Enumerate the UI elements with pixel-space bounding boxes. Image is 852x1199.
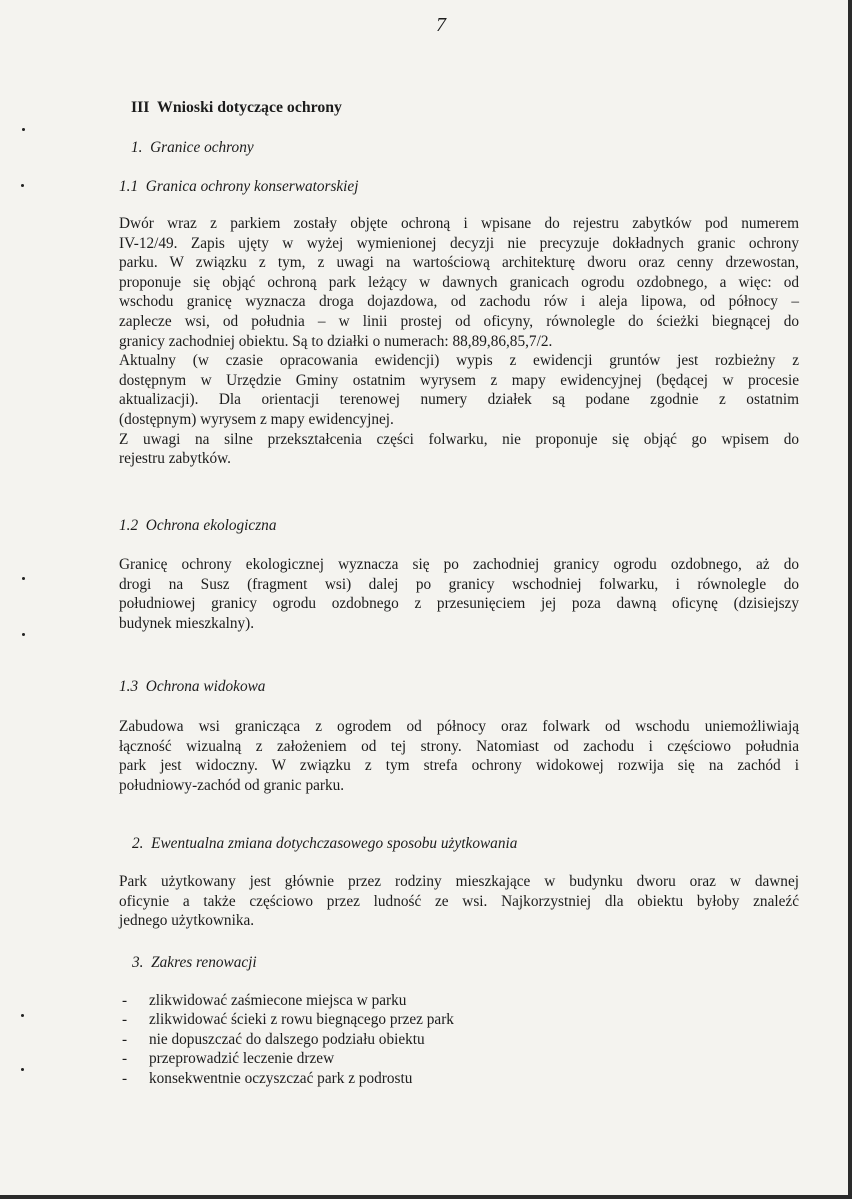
list-item-text: konsekwentnie oczyszczać park z podrostu	[149, 1069, 413, 1087]
text-line: dostępnym w Urzędzie Gminy ostatnim wyrysem z mapy ewidencyjnej (będącej w procesie	[119, 371, 799, 389]
heading-zakres-renowacji: 3. Zakres renowacji	[132, 954, 257, 971]
list-item	[122, 1030, 454, 1049]
renovation-list	[122, 991, 454, 1088]
heading-zmiana-uzytkowania: 2. Ewentualna zmiana dotychczasowego sposobu użytkowania	[132, 835, 518, 852]
scan-speck	[21, 184, 24, 187]
list-item-text: zlikwidować ścieki z rowu biegnącego przez park	[149, 1011, 454, 1029]
text-line: rejestru zabytków.	[119, 450, 231, 468]
scan-speck	[22, 128, 25, 131]
text-line: Park użytkowany jest głównie przez rodziny mieszkające w budynku dworu oraz w dawnej	[119, 873, 799, 890]
paragraph-ochrona-ekologiczna	[119, 555, 799, 633]
section-title: III Wnioski dotyczące ochrony	[131, 99, 342, 116]
text-line: łączność wizualną z założeniem od tej strony. Natomiast od zachodu i częściowo południa	[119, 737, 799, 755]
scan-edge-bottom	[0, 1195, 852, 1199]
list-item	[122, 991, 454, 1010]
heading-ochrona-ekologiczna: 1.2 Ochrona ekologiczna	[119, 517, 277, 534]
text-line: parku. W związku z tym, z uwagi na wartościową architekturę dworu oraz cenny drzewostan,	[119, 254, 799, 272]
text-line: budynek mieszkalny).	[119, 614, 255, 632]
heading-ochrona-widokowa: 1.3 Ochrona widokowa	[119, 678, 266, 695]
text-line: Aktualny (w czasie opracowania ewidencji) wypis z ewidencji gruntów jest rozbieżny z	[119, 352, 799, 370]
text-line: park jest widoczny. W związku z tym strefa ochrony widokowej rozwija się na zachód i	[119, 757, 799, 775]
list-item	[122, 1069, 454, 1088]
page-number: 7	[436, 14, 446, 36]
text-line: granicy zachodniej obiektu. Są to działki o numerach: 88,89,86,85,7/2.	[119, 332, 553, 350]
text-line: wschodu granicę wyznacza droga dojazdowa, od zachodu rów i aleja lipowa, od północy –	[119, 293, 799, 311]
text-line: Zabudowa wsi granicząca z ogrodem od północy oraz folwark od wschodu uniemożliwiają	[119, 718, 799, 735]
list-item-text: zlikwidować zaśmiecone miejsca w parku	[149, 992, 407, 1009]
paragraph-ochrona-widokowa	[119, 717, 799, 795]
scan-speck	[21, 1068, 24, 1071]
heading-granice-ochrony: 1. Granice ochrony	[131, 139, 254, 156]
text-line: Dwór wraz z parkiem zostały objęte ochroną i wpisane do rejestru zabytków pod numerem	[119, 215, 799, 232]
paragraph-granica-konserwatorska	[119, 214, 799, 469]
list-bullet: -	[122, 992, 128, 1009]
scan-speck	[22, 633, 25, 636]
scan-speck	[22, 577, 25, 580]
text-line: aktualizacji). Dla orientacji terenowej numery działek są podane zgodnie z ostatnim	[119, 391, 799, 409]
text-line: IV-12/49. Zapis ujęty w wyżej wymienionej decyzji nie precyzuje dokładnych granic ochrony	[119, 234, 799, 252]
heading-granica-konserwatorska: 1.1 Granica ochrony konserwatorskiej	[119, 178, 359, 195]
text-line: (dostępnym) wyrysem z mapy ewidencyjnej.	[119, 410, 394, 428]
text-line: Z uwagi na silne przekształcenia części folwarku, nie proponuje się objąć go wpisem do	[119, 430, 799, 448]
text-line: drogi na Susz (fragment wsi) dalej po granicy wschodniej folwarku, i równolegle do	[119, 575, 799, 593]
list-bullet: -	[122, 1011, 128, 1029]
list-bullet: -	[122, 1030, 128, 1048]
list-bullet: -	[122, 1069, 128, 1087]
text-line: jednego użytkownika.	[119, 912, 255, 930]
list-item	[122, 1049, 454, 1068]
text-line: proponuje się objąć ochroną park leżący w dawnych granicach ogrodu ozdobnego, a więc: od	[119, 273, 799, 291]
scan-speck	[21, 1014, 24, 1017]
list-item	[122, 1010, 454, 1029]
text-line: południowy-zachód od granic parku.	[119, 776, 345, 794]
text-line: zaplecze wsi, od południa – w linii prostej od oficyny, równolegle do ścieżki biegnącej do	[119, 312, 799, 330]
text-line: południowej granicy ogrodu ozdobnego z przesunięciem jej poza dawną oficynę (dzisiejszy	[119, 595, 799, 613]
list-bullet: -	[122, 1050, 128, 1068]
paragraph-zmiana-uzytkowania	[119, 872, 799, 931]
text-line: Granicę ochrony ekologicznej wyznacza się po zachodniej granicy ogrodu ozdobnego, aż do	[119, 556, 799, 573]
scan-edge-right	[848, 0, 852, 1199]
list-item-text: nie dopuszczać do dalszego podziału obiektu	[149, 1030, 425, 1048]
list-item-text: przeprowadzić leczenie drzew	[149, 1050, 335, 1068]
text-line: oficynie a także częściowo przez ludność ze wsi. Najkorzystniej dla obiektu byłoby znaleźć	[119, 892, 799, 910]
